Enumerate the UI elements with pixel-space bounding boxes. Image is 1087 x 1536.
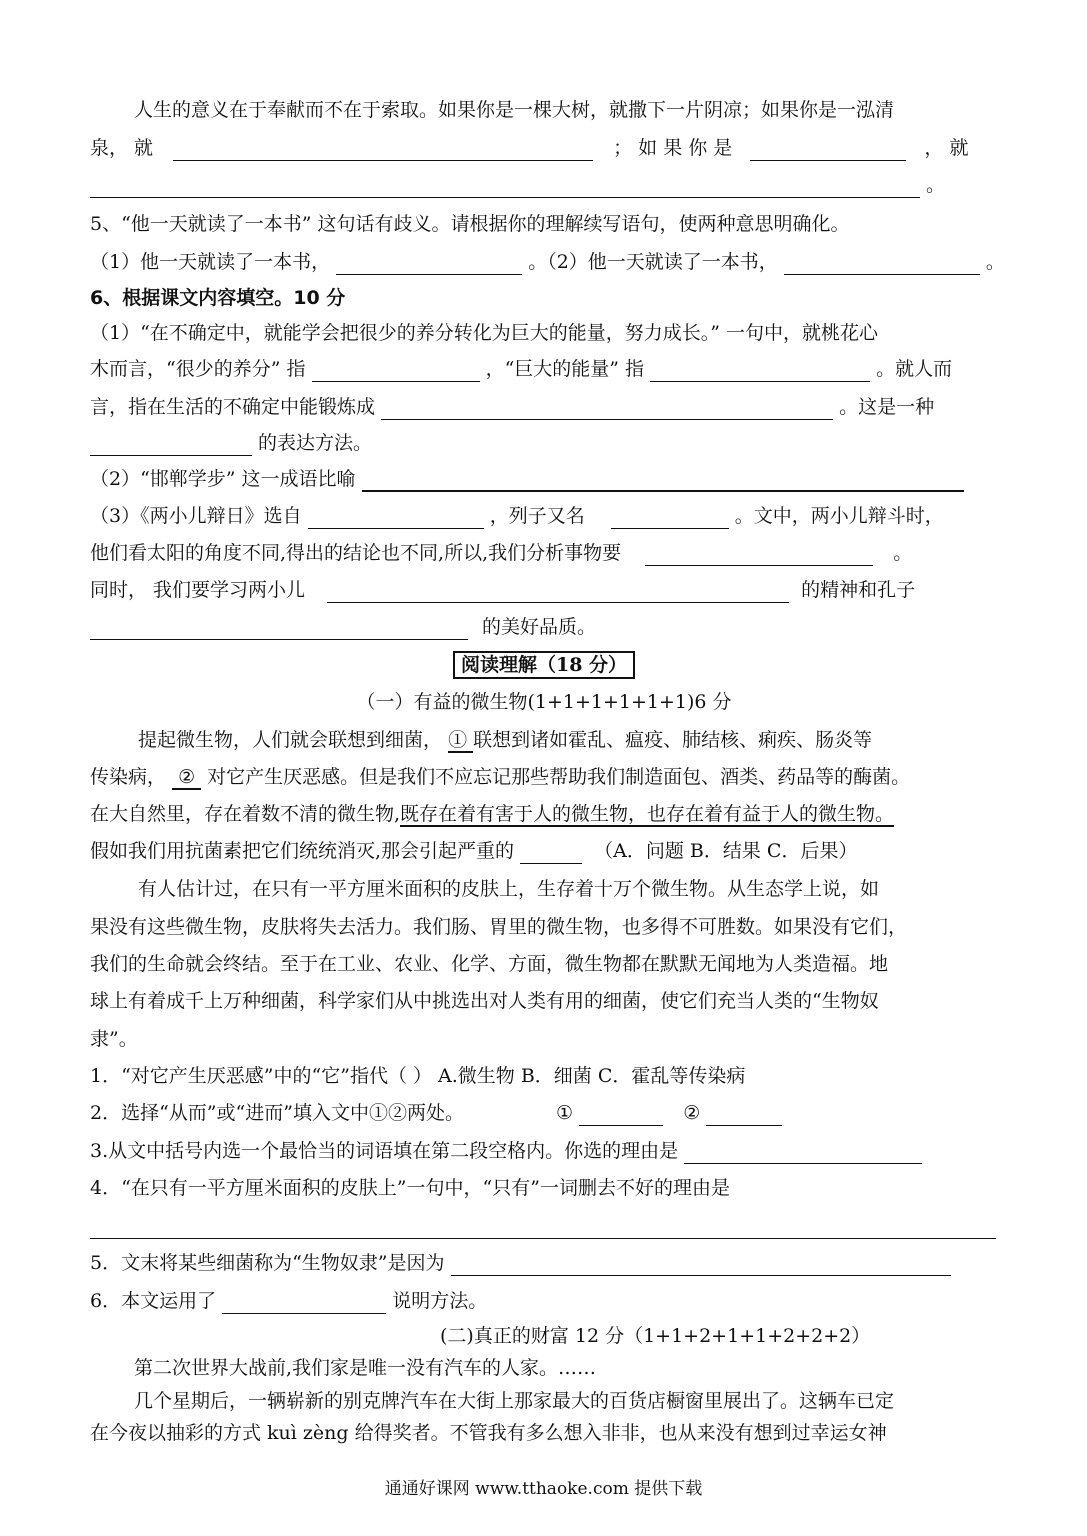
passage2-line1: 第二次世界大战前,我们家是唯一没有汽车的人家。…… (134, 1357, 597, 1379)
blank-field[interactable] (451, 1255, 951, 1276)
q5-part-2: 。（2）他一天就读了一本书， (528, 251, 778, 273)
blank-field[interactable] (784, 254, 980, 275)
passage-text: 在大自然里，存在着数不清的微生物, (90, 803, 401, 825)
question-text: ① (556, 1102, 574, 1124)
q6-text: 的精神和孔子 (801, 579, 916, 601)
q6-item1-line4 (90, 430, 998, 456)
q5-title: 5、“他一天就读了一本书” 这句话有歧义。请根据你的理解续写语句，使两种意思明确化。 (90, 213, 850, 235)
blank-field[interactable] (312, 361, 480, 382)
page-footer: 通通好课网 www.tthaoke.com 提供下载 (384, 1479, 703, 1499)
passage-text: 联想到诸如霍乱、瘟疫、肺结核、痢疾、肠炎等 (473, 729, 873, 751)
rq3 (90, 1138, 998, 1164)
intro-text-b: ； 如 果 你 是 (613, 137, 733, 159)
q6-text: 的表达方法。 (258, 432, 373, 454)
passage1-line3 (90, 801, 998, 827)
blank-field[interactable] (645, 545, 873, 566)
blank-field[interactable] (362, 470, 964, 492)
rq2 (90, 1100, 998, 1126)
q6-text: 的美好品质。 (482, 616, 597, 638)
blank-field[interactable] (90, 177, 920, 198)
q6-text: 。就人而 (876, 358, 953, 380)
part2-title: (二)真正的财富 12 分（1+1+2+1+1+2+2+2） (440, 1325, 871, 1347)
passage1-p2-line5: 隶”。 (90, 1028, 138, 1050)
intro-text-c: ， 就 (924, 137, 969, 159)
reading-header (90, 652, 998, 678)
q6-text: 言，指在生活的不确定中能锻炼成 (90, 396, 376, 418)
passage-text: 假如我们用抗菌素把它们统统消灭,那会引起严重的 (90, 840, 515, 862)
blank-field[interactable] (750, 140, 906, 161)
passage-text: 提起微生物，人们就会联想到细菌， (138, 729, 443, 751)
blank-marker-1: ① (448, 729, 474, 751)
q6-text: 他们看太阳的角度不同,得出的结论也不同,所以,我们分析事物要 (90, 542, 622, 564)
q6-text: 。这是一种 (839, 396, 935, 418)
q6-text: ，“巨大的能量” 指 (485, 358, 645, 380)
blank-field[interactable] (684, 1143, 922, 1164)
q5-part-1: （1）他一天就读了一本书， (90, 251, 331, 273)
intro-line-1: 人生的意义在于奉献而不在于索取。如果你是一棵大树，就撒下一片阴凉；如果你是一泓清 (134, 99, 895, 121)
q6-item3-line2 (90, 540, 998, 566)
passage-options: （A．问题 B．结果 C．后果） (594, 840, 858, 862)
intro-line-3 (90, 172, 998, 198)
blank-field[interactable] (90, 619, 468, 640)
blank-field[interactable] (650, 361, 870, 382)
rq6 (90, 1288, 998, 1314)
q6-item3-line1 (90, 503, 998, 529)
question-text: 2．选择“从而”或“进而”填入文中①②两处。 (90, 1102, 464, 1124)
blank-field[interactable] (222, 1293, 386, 1314)
rq5 (90, 1250, 998, 1276)
q6-item1-line1: （1）“在不确定中，就能学会把很少的养分转化为巨大的能量，努力成长。” 一句中，就桃花心 (90, 322, 879, 344)
question-text: 说明方法。 (392, 1290, 488, 1312)
blank-field[interactable] (90, 435, 252, 456)
blank-field[interactable] (520, 843, 582, 864)
q6-item3-line3 (90, 577, 998, 603)
rq4: 4．“在只有一平方厘米面积的皮肤上”一句中，“只有”一词删去不好的理由是 (90, 1177, 730, 1199)
rq1: 1．“对它产生厌恶感”中的“它”指代（ ） A.微生物 B．细菌 C．霍乱等传染病 (90, 1065, 746, 1087)
q6-text: ，列子又名 (489, 505, 585, 527)
passage2-line3: 在今夜以抽彩的方式 kuì zèng 给得奖者。不管我有多么想入非非，也从来没有想到过幸运女神 (90, 1422, 887, 1444)
q6-item1-line3 (90, 394, 998, 420)
blank-field[interactable] (90, 1218, 996, 1239)
passage1-line4 (90, 838, 998, 864)
q5-line (90, 249, 1005, 275)
q5-end: 。 (985, 251, 1005, 273)
question-text: ② (683, 1102, 701, 1124)
passage1-p2-line2: 果没有这些微生物，皮肤将失去活力。我们肠、胃里的微生物，也多得不可胜数。如果没有它们， (90, 916, 908, 938)
blank-field[interactable] (579, 1105, 663, 1126)
passage2-line2: 几个星期后，一辆崭新的别克牌汽车在大街上那家最大的百货店橱窗里展出了。这辆车已定 (134, 1390, 895, 1412)
part1-title: （一）有益的微生物(1+1+1+1+1+1)6 分 (356, 691, 732, 713)
q6-text: （2）“邯郸学步” 这一成语比喻 (90, 468, 356, 490)
blank-field[interactable] (327, 582, 789, 603)
intro-text-a: 泉， 就 (90, 137, 154, 159)
q6-text: （3）《两小儿辩日》选自 (90, 505, 302, 527)
q6-item3-line4 (90, 614, 998, 640)
q6-text: 。文中，两小儿辩斗时， (734, 505, 944, 527)
blank-field[interactable] (173, 140, 593, 161)
passage1-p2-line1: 有人估计过，在只有一平方厘米面积的皮肤上，生存着十万个微生物。从生态学上说，如 (138, 878, 880, 900)
underlined-sentence: 既存在着有害于人的微生物，也存在着有益于人的微生物。 (400, 803, 895, 825)
passage1-line1 (90, 727, 998, 753)
passage1-p2-line3: 我们的生命就会终结。至于在工业、农业、化学、方面，微生物都在默默无闻地为人类造福。地 (90, 953, 889, 975)
intro-line-2 (90, 135, 998, 161)
passage-text: 对它产生厌恶感。但是我们不应忘记那些帮助我们制造面包、酒类、药品等的酶菌。 (207, 766, 911, 788)
reading-header-box: 阅读理解（18 分） (453, 651, 635, 679)
passage-text: 传染病， (90, 766, 167, 788)
q6-text: 同时， 我们要学习两小儿 (90, 579, 306, 601)
question-text: 6．本文运用了 (90, 1290, 217, 1312)
question-text: 3.从文中括号内选一个最恰当的词语填在第二段空格内。你选的理由是 (90, 1140, 679, 1162)
q6-text: 。 (893, 542, 913, 564)
blank-field[interactable] (336, 254, 522, 275)
passage1-p2-line4: 球上有着成千上万种细菌，科学家们从中挑选出对人类有用的细菌，使它们充当人类的“生物奴 (90, 990, 879, 1012)
passage1-line2 (90, 764, 998, 790)
blank-marker-2: ② (172, 766, 201, 790)
q6-title: 6、根据课文内容填空。10 分 (90, 287, 346, 309)
rq4-answer (90, 1213, 998, 1239)
blank-field[interactable] (308, 508, 484, 529)
blank-field[interactable] (381, 399, 833, 420)
question-text: 5．文末将某些细菌称为“生物奴隶”是因为 (90, 1252, 445, 1274)
blank-field[interactable] (706, 1105, 782, 1126)
q6-item1-line2 (90, 356, 998, 382)
blank-field[interactable] (611, 508, 729, 529)
q6-text: 木而言，“很少的养分” 指 (90, 358, 306, 380)
q6-item2 (90, 466, 998, 492)
intro-text-end: 。 (926, 174, 946, 196)
